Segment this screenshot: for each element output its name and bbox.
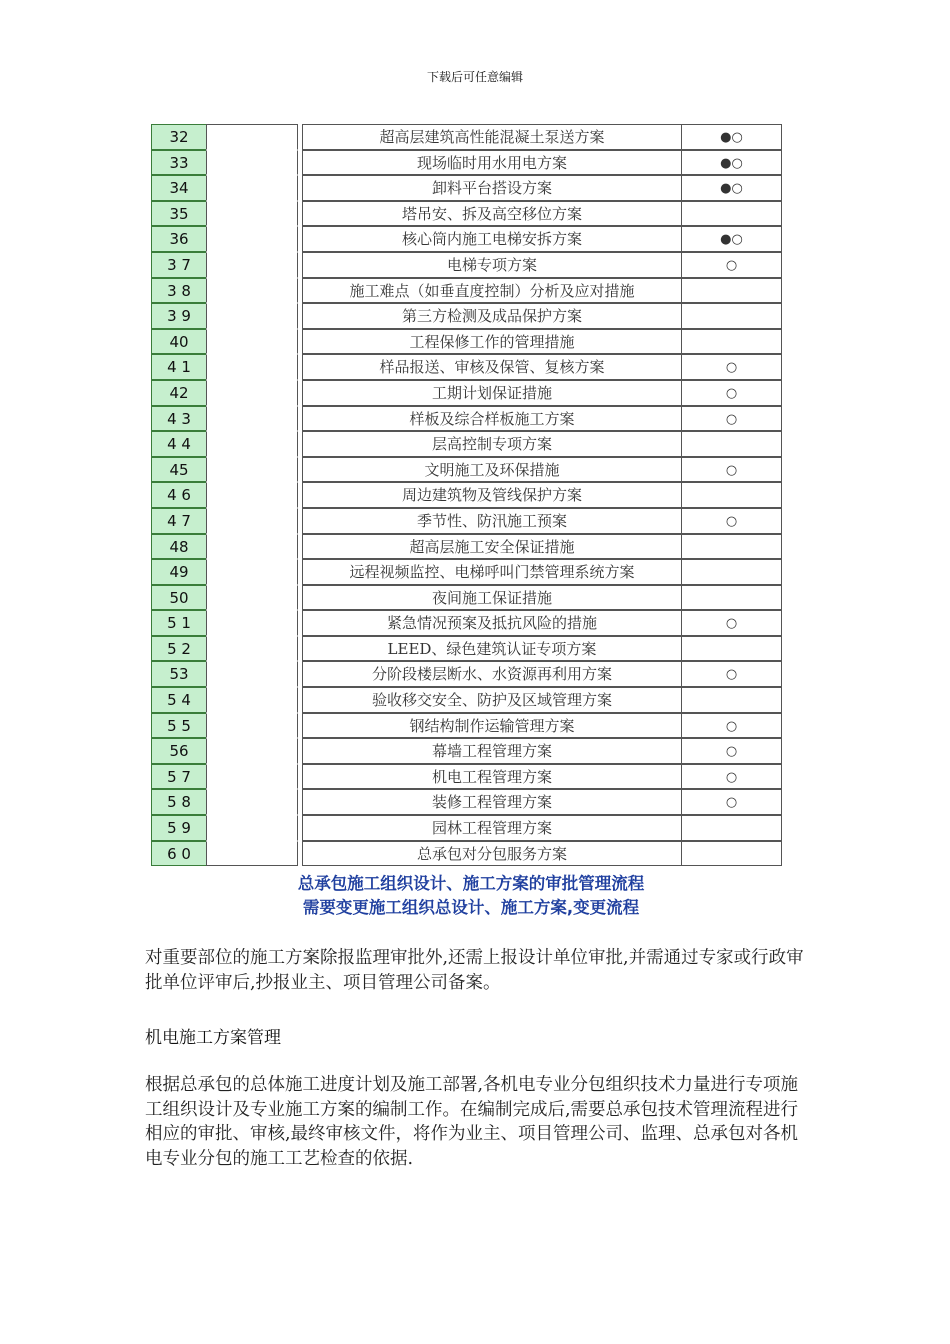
plan-name: 超高层建筑高性能混凝土泵送方案 [302,124,682,150]
plan-mark [681,534,782,560]
category-cell [206,252,298,278]
plan-name: 样板及综合样板施工方案 [302,406,682,432]
category-cell [206,175,298,201]
row-number: 3 9 [151,303,207,329]
table-row [151,610,781,636]
table-row [151,329,781,355]
row-number: 5 4 [151,687,207,713]
plan-name: 分阶段楼层断水、水资源再利用方案 [302,661,682,687]
caption-change-flow: 需要变更施工组织总设计、施工方案,变更流程 [302,898,640,917]
plan-name: 验收移交安全、防护及区域管理方案 [302,687,682,713]
table-row [151,636,781,662]
plan-name: 卸料平台搭设方案 [302,175,682,201]
row-number: 4 7 [151,508,207,534]
category-cell [206,841,298,867]
page-header-note: 下载后可任意编辑 [426,70,523,84]
table-row [151,278,781,304]
category-cell [206,534,298,560]
category-cell [206,764,298,790]
category-cell [206,226,298,252]
row-number: 40 [151,329,207,355]
plan-name: 总承包对分包服务方案 [302,841,682,867]
category-cell [206,585,298,611]
plan-mark: ●○ [681,150,782,176]
row-number: 6 0 [151,841,207,867]
table-row [151,585,781,611]
plan-name: 工期计划保证措施 [302,380,682,406]
row-number: 36 [151,226,207,252]
plan-name: 远程视频监控、电梯呼叫门禁管理系统方案 [302,559,682,585]
plan-name: 园林工程管理方案 [302,815,682,841]
category-cell [206,738,298,764]
category-cell [206,508,298,534]
row-number: 49 [151,559,207,585]
row-number: 48 [151,534,207,560]
category-cell [206,380,298,406]
plan-mark [681,636,782,662]
plan-mark: ○ [681,508,782,534]
table-row [151,713,781,739]
table-row [151,559,781,585]
plan-name: 样品报送、审核及保管、复核方案 [302,354,682,380]
plan-name: 超高层施工安全保证措施 [302,534,682,560]
table-row [151,482,781,508]
table-row [151,841,781,867]
plan-name: 周边建筑物及管线保护方案 [302,482,682,508]
category-cell [206,457,298,483]
row-number: 5 5 [151,713,207,739]
category-cell [206,713,298,739]
plan-mark [681,201,782,227]
plan-mark: ○ [681,789,782,815]
table-row [151,124,781,150]
paragraph-approval: 对重要部位的施工方案除报监理审批外,还需上报设计单位审批,并需通过专家或行政审批单位评审后,抄报业主、项目管理公司备案。 [145,948,804,993]
plan-name: 层高控制专项方案 [302,431,682,457]
table-row [151,661,781,687]
category-cell [206,610,298,636]
plan-name: 钢结构制作运输管理方案 [302,713,682,739]
category-cell [206,636,298,662]
plan-mark [681,585,782,611]
plan-mark: ○ [681,713,782,739]
category-cell [206,406,298,432]
row-number: 5 7 [151,764,207,790]
plan-mark: ●○ [681,124,782,150]
plan-mark: ○ [681,354,782,380]
table-row [151,789,781,815]
plan-name: 文明施工及环保措施 [302,457,682,483]
category-cell [206,661,298,687]
row-number: 5 1 [151,610,207,636]
table-row [151,252,781,278]
row-number: 4 4 [151,431,207,457]
plan-table [151,124,781,866]
plan-mark: ○ [681,457,782,483]
plan-mark: ○ [681,406,782,432]
plan-mark: ○ [681,764,782,790]
row-number: 3 7 [151,252,207,278]
plan-name: 施工难点（如垂直度控制）分析及应对措施 [302,278,682,304]
category-cell [206,150,298,176]
plan-mark [681,482,782,508]
table-row [151,406,781,432]
row-number: 35 [151,201,207,227]
category-cell [206,482,298,508]
plan-name: 塔吊安、拆及高空移位方案 [302,201,682,227]
plan-mark [681,278,782,304]
row-number: 42 [151,380,207,406]
plan-mark [681,687,782,713]
plan-name: 第三方检测及成品保护方案 [302,303,682,329]
plan-name: 机电工程管理方案 [302,764,682,790]
table-row [151,764,781,790]
row-number: 56 [151,738,207,764]
table-row [151,226,781,252]
row-number: 5 8 [151,789,207,815]
table-row [151,380,781,406]
plan-name: 幕墙工程管理方案 [302,738,682,764]
plan-mark: ○ [681,661,782,687]
category-cell [206,303,298,329]
table-row [151,150,781,176]
plan-mark [681,815,782,841]
plan-mark: ○ [681,380,782,406]
table-row [151,738,781,764]
plan-name: 工程保修工作的管理措施 [302,329,682,355]
plan-name: 装修工程管理方案 [302,789,682,815]
category-cell [206,278,298,304]
category-cell [206,431,298,457]
table-row [151,303,781,329]
category-cell [206,559,298,585]
plan-mark [681,559,782,585]
paragraph-mep: 根据总承包的总体施工进度计划及施工部署,各机电专业分包组织技术力量进行专项施工组织设计及专业施工方案的编制工作。在编制完成后,需要总承包技术管理流程进行相应的审批、审核,最终审核文件，将作为业主、项目管理公司、监理、总承包对各机电专业分包的施工工艺检查的依据. [145,1075,799,1169]
table-row [151,431,781,457]
category-cell [206,354,298,380]
table-row [151,687,781,713]
caption-approval-flow: 总承包施工组织设计、施工方案的审批管理流程 [297,874,645,893]
row-number: 33 [151,150,207,176]
row-number: 34 [151,175,207,201]
row-number: 32 [151,124,207,150]
plan-name: 夜间施工保证措施 [302,585,682,611]
plan-mark [681,303,782,329]
plan-name: 季节性、防汛施工预案 [302,508,682,534]
plan-name: 电梯专项方案 [302,252,682,278]
plan-mark: ○ [681,738,782,764]
row-number: 45 [151,457,207,483]
table-row [151,815,781,841]
category-cell [206,329,298,355]
plan-mark [681,841,782,867]
row-number: 4 6 [151,482,207,508]
plan-name: 紧急情况预案及抵抗风险的措施 [302,610,682,636]
row-number: 50 [151,585,207,611]
table-row [151,175,781,201]
plan-mark [681,329,782,355]
row-number: 3 8 [151,278,207,304]
plan-name: LEED、绿色建筑认证专项方案 [302,636,682,662]
table-row [151,534,781,560]
row-number: 53 [151,661,207,687]
plan-name: 核心筒内施工电梯安拆方案 [302,226,682,252]
table-row [151,201,781,227]
category-cell [206,201,298,227]
flow-captions [151,872,791,920]
table-row [151,508,781,534]
table-row [151,457,781,483]
plan-mark: ●○ [681,226,782,252]
plan-mark: ○ [681,610,782,636]
category-cell [206,789,298,815]
category-cell [206,815,298,841]
plan-mark: ○ [681,252,782,278]
row-number: 5 9 [151,815,207,841]
plan-mark: ●○ [681,175,782,201]
category-cell [206,687,298,713]
section-heading: 机电施工方案管理 [145,1028,281,1048]
row-number: 5 2 [151,636,207,662]
plan-mark [681,431,782,457]
category-cell [206,124,298,150]
row-number: 4 1 [151,354,207,380]
table-row [151,354,781,380]
plan-name: 现场临时用水用电方案 [302,150,682,176]
row-number: 4 3 [151,406,207,432]
